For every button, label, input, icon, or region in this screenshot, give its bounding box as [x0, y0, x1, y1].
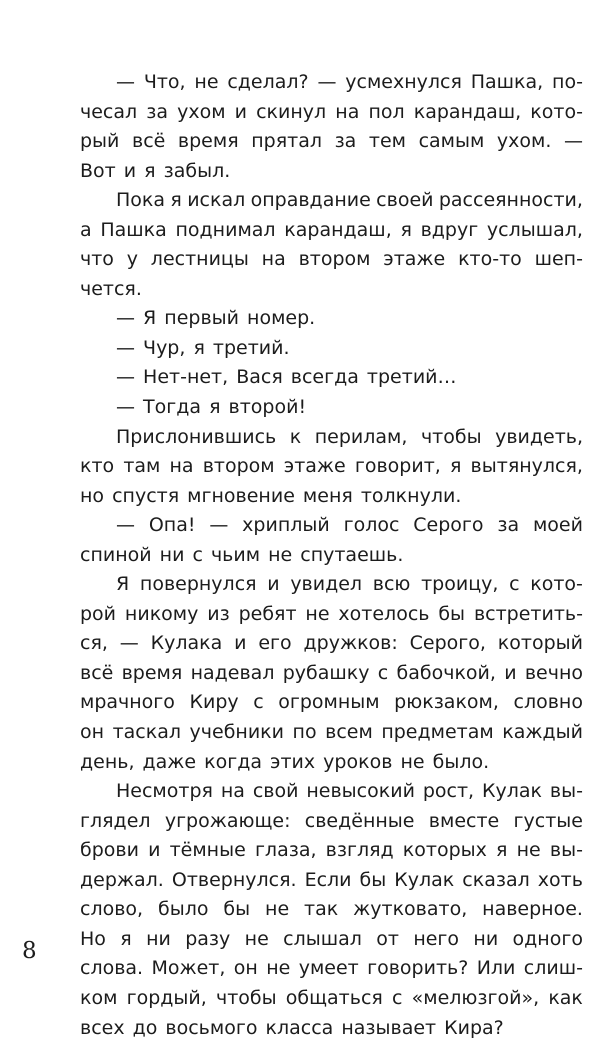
text-line: но спустя мгновение меня толкнули. — [80, 482, 583, 512]
text-line: Но я ни разу не слышал от него ни одного — [80, 925, 583, 955]
text-line: Вот и я забыл. — [80, 157, 583, 187]
text-line: глядел угрожающе: сведённые вместе густые — [80, 807, 583, 837]
text-line: кто там на втором этаже говорит, я вытянулся, — [80, 452, 583, 482]
text-line: чется. — [80, 275, 583, 305]
text-line: ком гордый, чтобы общаться с «мелюзгой», как — [80, 984, 583, 1014]
text-line: слова. Может, он не умеет говорить? Или слиш- — [80, 954, 583, 984]
text-line: Несмотря на свой невысокий рост, Кулак вы- — [80, 777, 583, 807]
text-line: спиной ни с чьим не спутаешь. — [80, 541, 583, 571]
text-line: мрачного Киру с огромным рюкзаком, словно — [80, 688, 583, 718]
text-line: чесал за ухом и скинул на пол карандаш, кото- — [80, 98, 583, 128]
text-line: а Пашка поднимал карандаш, я вдруг услышал, — [80, 216, 583, 246]
text-line: — Опа! — хриплый голос Серого за моей — [80, 511, 583, 541]
text-line: Пока я искал оправдание своей рассеянности, — [80, 186, 583, 216]
text-line: Я повернулся и увидел всю троицу, с кото- — [80, 570, 583, 600]
text-line: что у лестницы на втором этаже кто-то шеп- — [80, 245, 583, 275]
text-line: всех до восьмого класса называет Кира? — [80, 1014, 583, 1043]
text-line: ся, — Кулака и его дружков: Серого, который — [80, 629, 583, 659]
text-line: всё время надевал рубашку с бабочкой, и вечно — [80, 659, 583, 689]
text-line: рый всё время прятал за тем самым ухом. — — [80, 127, 583, 157]
text-line: день, даже когда этих уроков не было. — [80, 748, 583, 778]
text-line: Прислонившись к перилам, чтобы увидеть, — [80, 423, 583, 453]
text-line: — Что, не сделал? — усмехнулся Пашка, по- — [80, 68, 583, 98]
page-number: 8 — [22, 938, 37, 964]
body-text — [80, 68, 583, 1043]
text-line: брови и тёмные глаза, взгляд которых я не вы- — [80, 836, 583, 866]
text-line: он таскал учебники по всем предметам каждый — [80, 718, 583, 748]
text-line: рой никому из ребят не хотелось бы встретить- — [80, 600, 583, 630]
text-line: — Я первый номер. — [80, 304, 583, 334]
text-line: держал. Отвернулся. Если бы Кулак сказал хоть — [80, 866, 583, 896]
text-line: — Чур, я третий. — [80, 334, 583, 364]
text-line: слово, было бы не так жутковато, наверное. — [80, 895, 583, 925]
text-line: — Нет-нет, Вася всегда третий… — [80, 363, 583, 393]
text-line: — Тогда я второй! — [80, 393, 583, 423]
